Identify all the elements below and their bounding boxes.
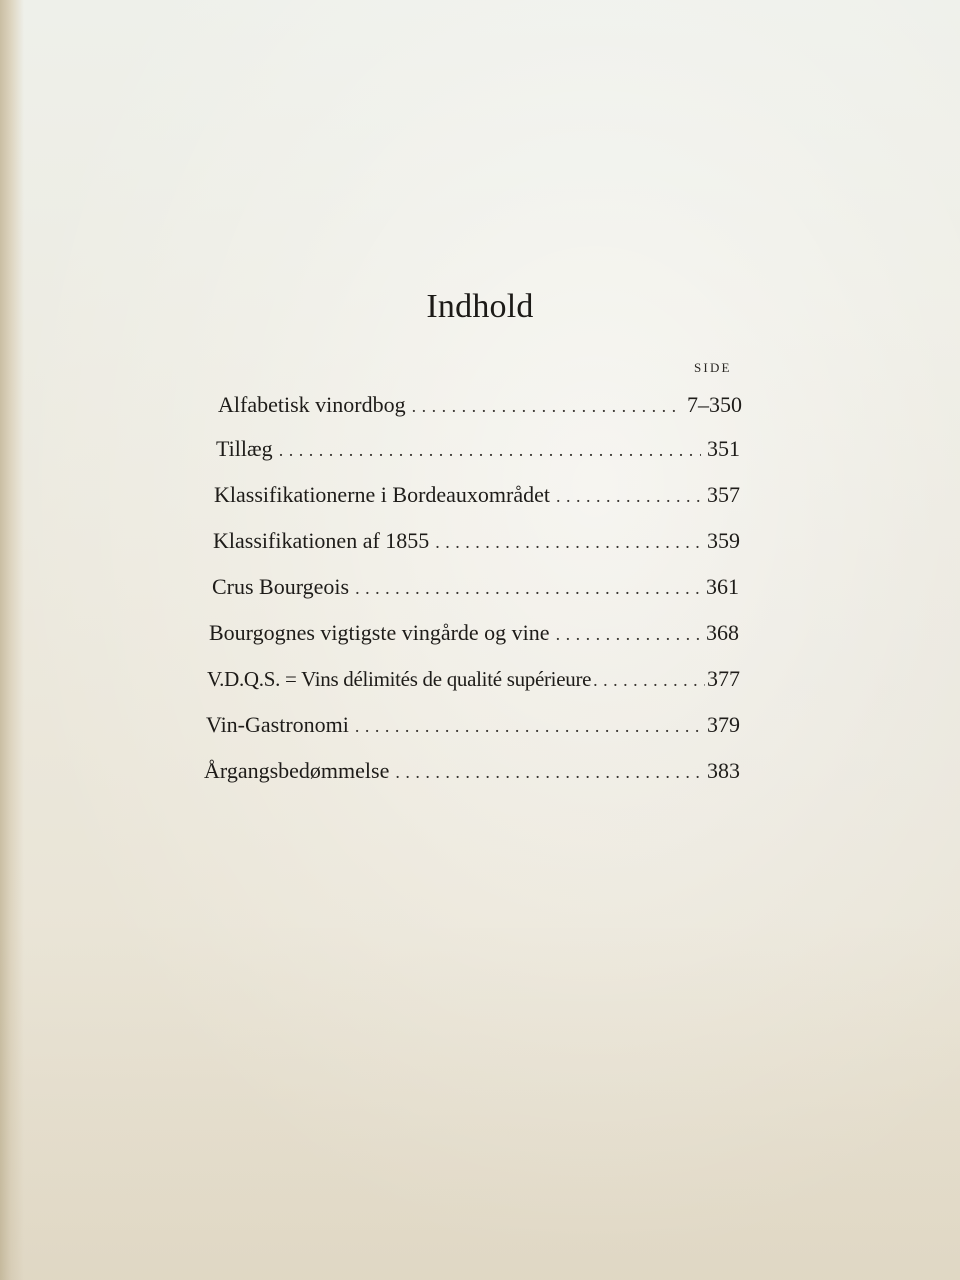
toc-entry-title: Crus Bourgeois	[212, 574, 350, 599]
toc-entry-page: 7–350	[687, 392, 742, 417]
toc-entry-title: Vin-Gastronomi	[206, 712, 349, 737]
dot-leader	[593, 663, 705, 697]
toc-entry-title: Klassifikationen af 1855	[213, 528, 430, 553]
page-shadow	[0, 920, 960, 1280]
toc-entry	[213, 524, 740, 559]
toc-entry-title: V.D.Q.S. = Vins délimités de qualité supérieure	[207, 667, 592, 691]
toc-entry-page: 383	[707, 758, 740, 783]
toc-entry-title: Bourgognes vigtigste vingårde og vine	[209, 620, 550, 645]
toc-entry-page: 377	[707, 666, 740, 691]
toc-entry-page: 368	[706, 620, 739, 645]
toc-entry-page: 357	[707, 482, 740, 507]
toc-entry	[214, 478, 740, 513]
toc-entry-title: Årgangsbedømmelse	[204, 758, 390, 783]
dot-leader	[279, 433, 701, 467]
dot-leader	[556, 479, 701, 513]
dot-leader	[355, 571, 700, 605]
toc-entry	[209, 616, 739, 651]
toc-entry-page: 361	[706, 574, 739, 599]
toc-entry	[206, 708, 740, 743]
dot-leader	[435, 525, 701, 559]
toc-entry	[204, 754, 740, 789]
toc-entry-title: Klassifikationerne i Bordeauxområdet	[214, 482, 551, 507]
toc-entry	[216, 432, 740, 467]
toc-entry-page: 351	[707, 436, 740, 461]
page-title: Indhold	[426, 288, 534, 325]
dot-leader	[556, 617, 700, 651]
toc-entry-page: 379	[707, 712, 740, 737]
toc-entry	[212, 570, 739, 605]
toc-entry	[207, 662, 740, 697]
page-column-header: SIDE	[694, 360, 732, 375]
dot-leader	[412, 389, 681, 423]
toc-entry-title: Tillæg	[216, 436, 273, 461]
toc-entry-page: 359	[707, 528, 740, 553]
toc-entry	[218, 388, 742, 423]
toc-entry-title: Alfabetisk vinordbog	[218, 392, 406, 417]
dot-leader	[355, 709, 701, 743]
dot-leader	[395, 755, 701, 789]
table-of-contents	[0, 388, 960, 808]
